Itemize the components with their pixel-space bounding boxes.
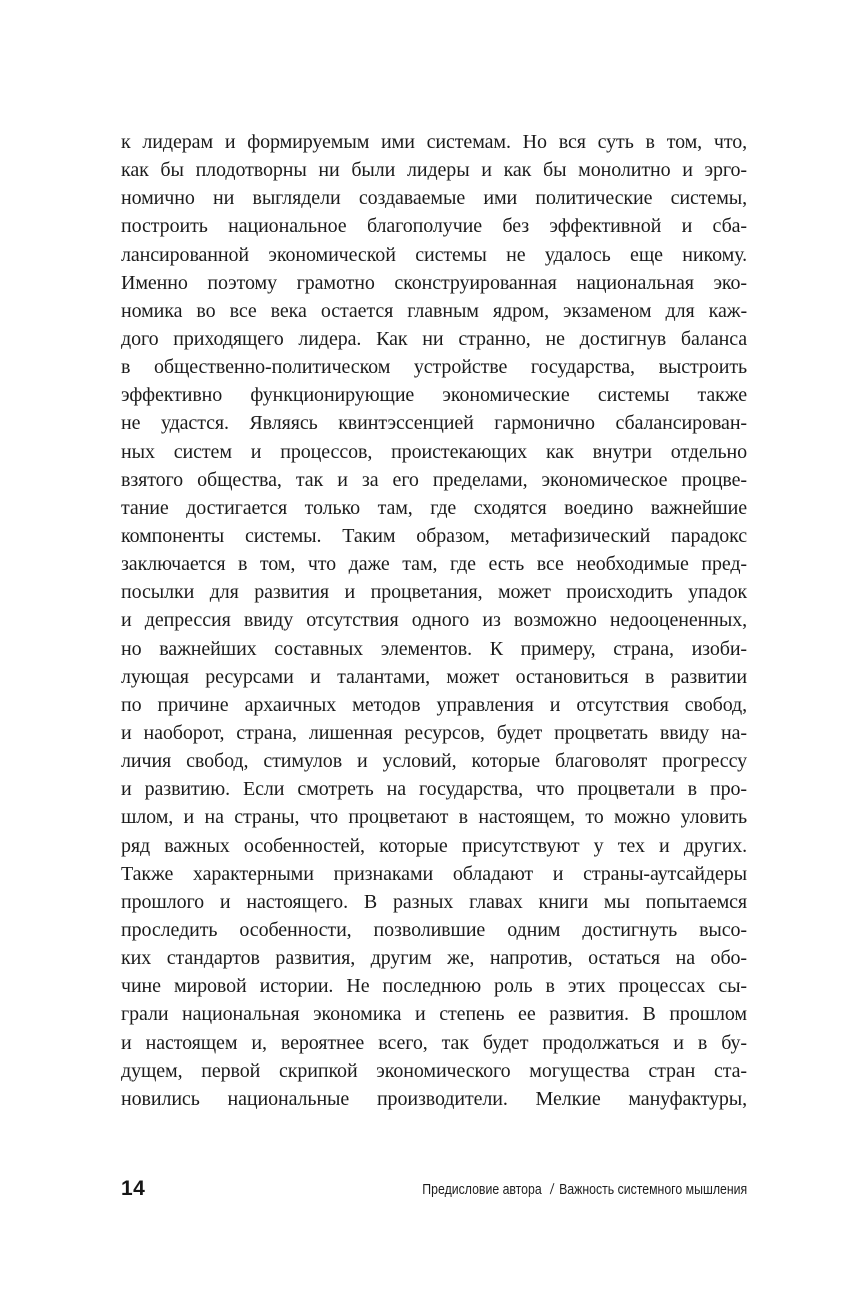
text-line: ряд важных особенностей, которые присутствуют у тех и других.: [121, 834, 747, 857]
text-line: ких стандартов развития, другим же, напротив, остаться на обо-: [121, 947, 747, 970]
text-line: новились национальные производители. Мелкие мануфактуры,: [121, 1087, 747, 1110]
page-number: 14: [121, 1177, 146, 1200]
text-line: но важнейших составных элементов. К примеру, страна, изоби-: [121, 637, 747, 660]
body-text: [121, 128, 747, 1113]
text-line: тание достигается только там, где сходятся воедино важнейшие: [121, 496, 747, 519]
text-line: взятого общества, так и за его пределами, экономическое процве-: [121, 468, 747, 491]
text-line: дого приходящего лидера. Как ни странно, не достигнув баланса: [121, 327, 747, 350]
text-line: компоненты системы. Таким образом, метафизический парадокс: [121, 524, 747, 547]
text-line: Также характерными признаками обладают и страны-аутсайдеры: [121, 862, 747, 885]
text-line: номика во все века остается главным ядром, экзаменом для каж-: [121, 299, 747, 322]
text-line: личия свобод, стимулов и условий, которые благоволят прогрессу: [121, 750, 747, 773]
text-line: не удастся. Являясь квинтэссенцией гармонично сбалансирован-: [121, 412, 747, 435]
text-line: и наоборот, страна, лишенная ресурсов, будет процветать ввиду на-: [121, 721, 747, 744]
text-line: в общественно-политическом устройстве государства, выстроить: [121, 356, 747, 379]
text-line: и настоящем и, вероятнее всего, так будет продолжаться и в бу-: [121, 1031, 747, 1054]
running-head: [422, 1181, 747, 1199]
text-line: как бы плодотворны ни были лидеры и как бы монолитно и эрго-: [121, 159, 747, 182]
text-line: шлом, и на страны, что процветают в настоящем, то можно уловить: [121, 806, 747, 829]
text-line: к лидерам и формируемым ими системам. Но вся суть в том, что,: [121, 131, 747, 153]
running-head-chapter: Важность системного мышления: [558, 1181, 747, 1198]
page-footer: [121, 1177, 747, 1207]
text-line: построить национальное благополучие без эффективной и сба-: [121, 215, 747, 238]
text-line: лансированной экономической системы не удалось еще никому.: [121, 243, 747, 266]
text-line: прошлого и настоящего. В разных главах книги мы попытаемся: [121, 890, 747, 913]
text-line: и депрессия ввиду отсутствия одного из возможно недооцененных,: [121, 609, 747, 632]
text-line: заключается в том, что даже там, где есть все необходимые пред-: [121, 553, 747, 576]
text-line: Именно поэтому грамотно сконструированная национальная эко-: [121, 271, 747, 294]
text-line: и развитию. Если смотреть на государства, что процветали в про-: [121, 778, 747, 801]
text-line: посылки для развития и процветания, может происходить упадок: [121, 581, 747, 604]
text-line: проследить особенности, позволившие одним достигнуть высо-: [121, 918, 747, 941]
text-line: эффективно функционирующие экономические системы также: [121, 384, 747, 407]
text-line: лующая ресурсами и талантами, может остановиться в развитии: [121, 665, 747, 688]
running-head-separator: /: [548, 1181, 555, 1198]
text-line: по причине архаичных методов управления и отсутствия свобод,: [121, 693, 747, 716]
text-line: номично ни выглядели создаваемые ими политические системы,: [121, 187, 747, 210]
text-line: грали национальная экономика и степень ее развития. В прошлом: [121, 1003, 747, 1026]
running-head-section: Предисловие автора: [422, 1181, 542, 1198]
text-line: ных систем и процессов, проистекающих как внутри отдельно: [121, 440, 747, 463]
text-line: дущем, первой скрипкой экономического могущества стран ста-: [121, 1059, 747, 1082]
text-line: чине мировой истории. Не последнюю роль в этих процессах сы-: [121, 975, 747, 998]
